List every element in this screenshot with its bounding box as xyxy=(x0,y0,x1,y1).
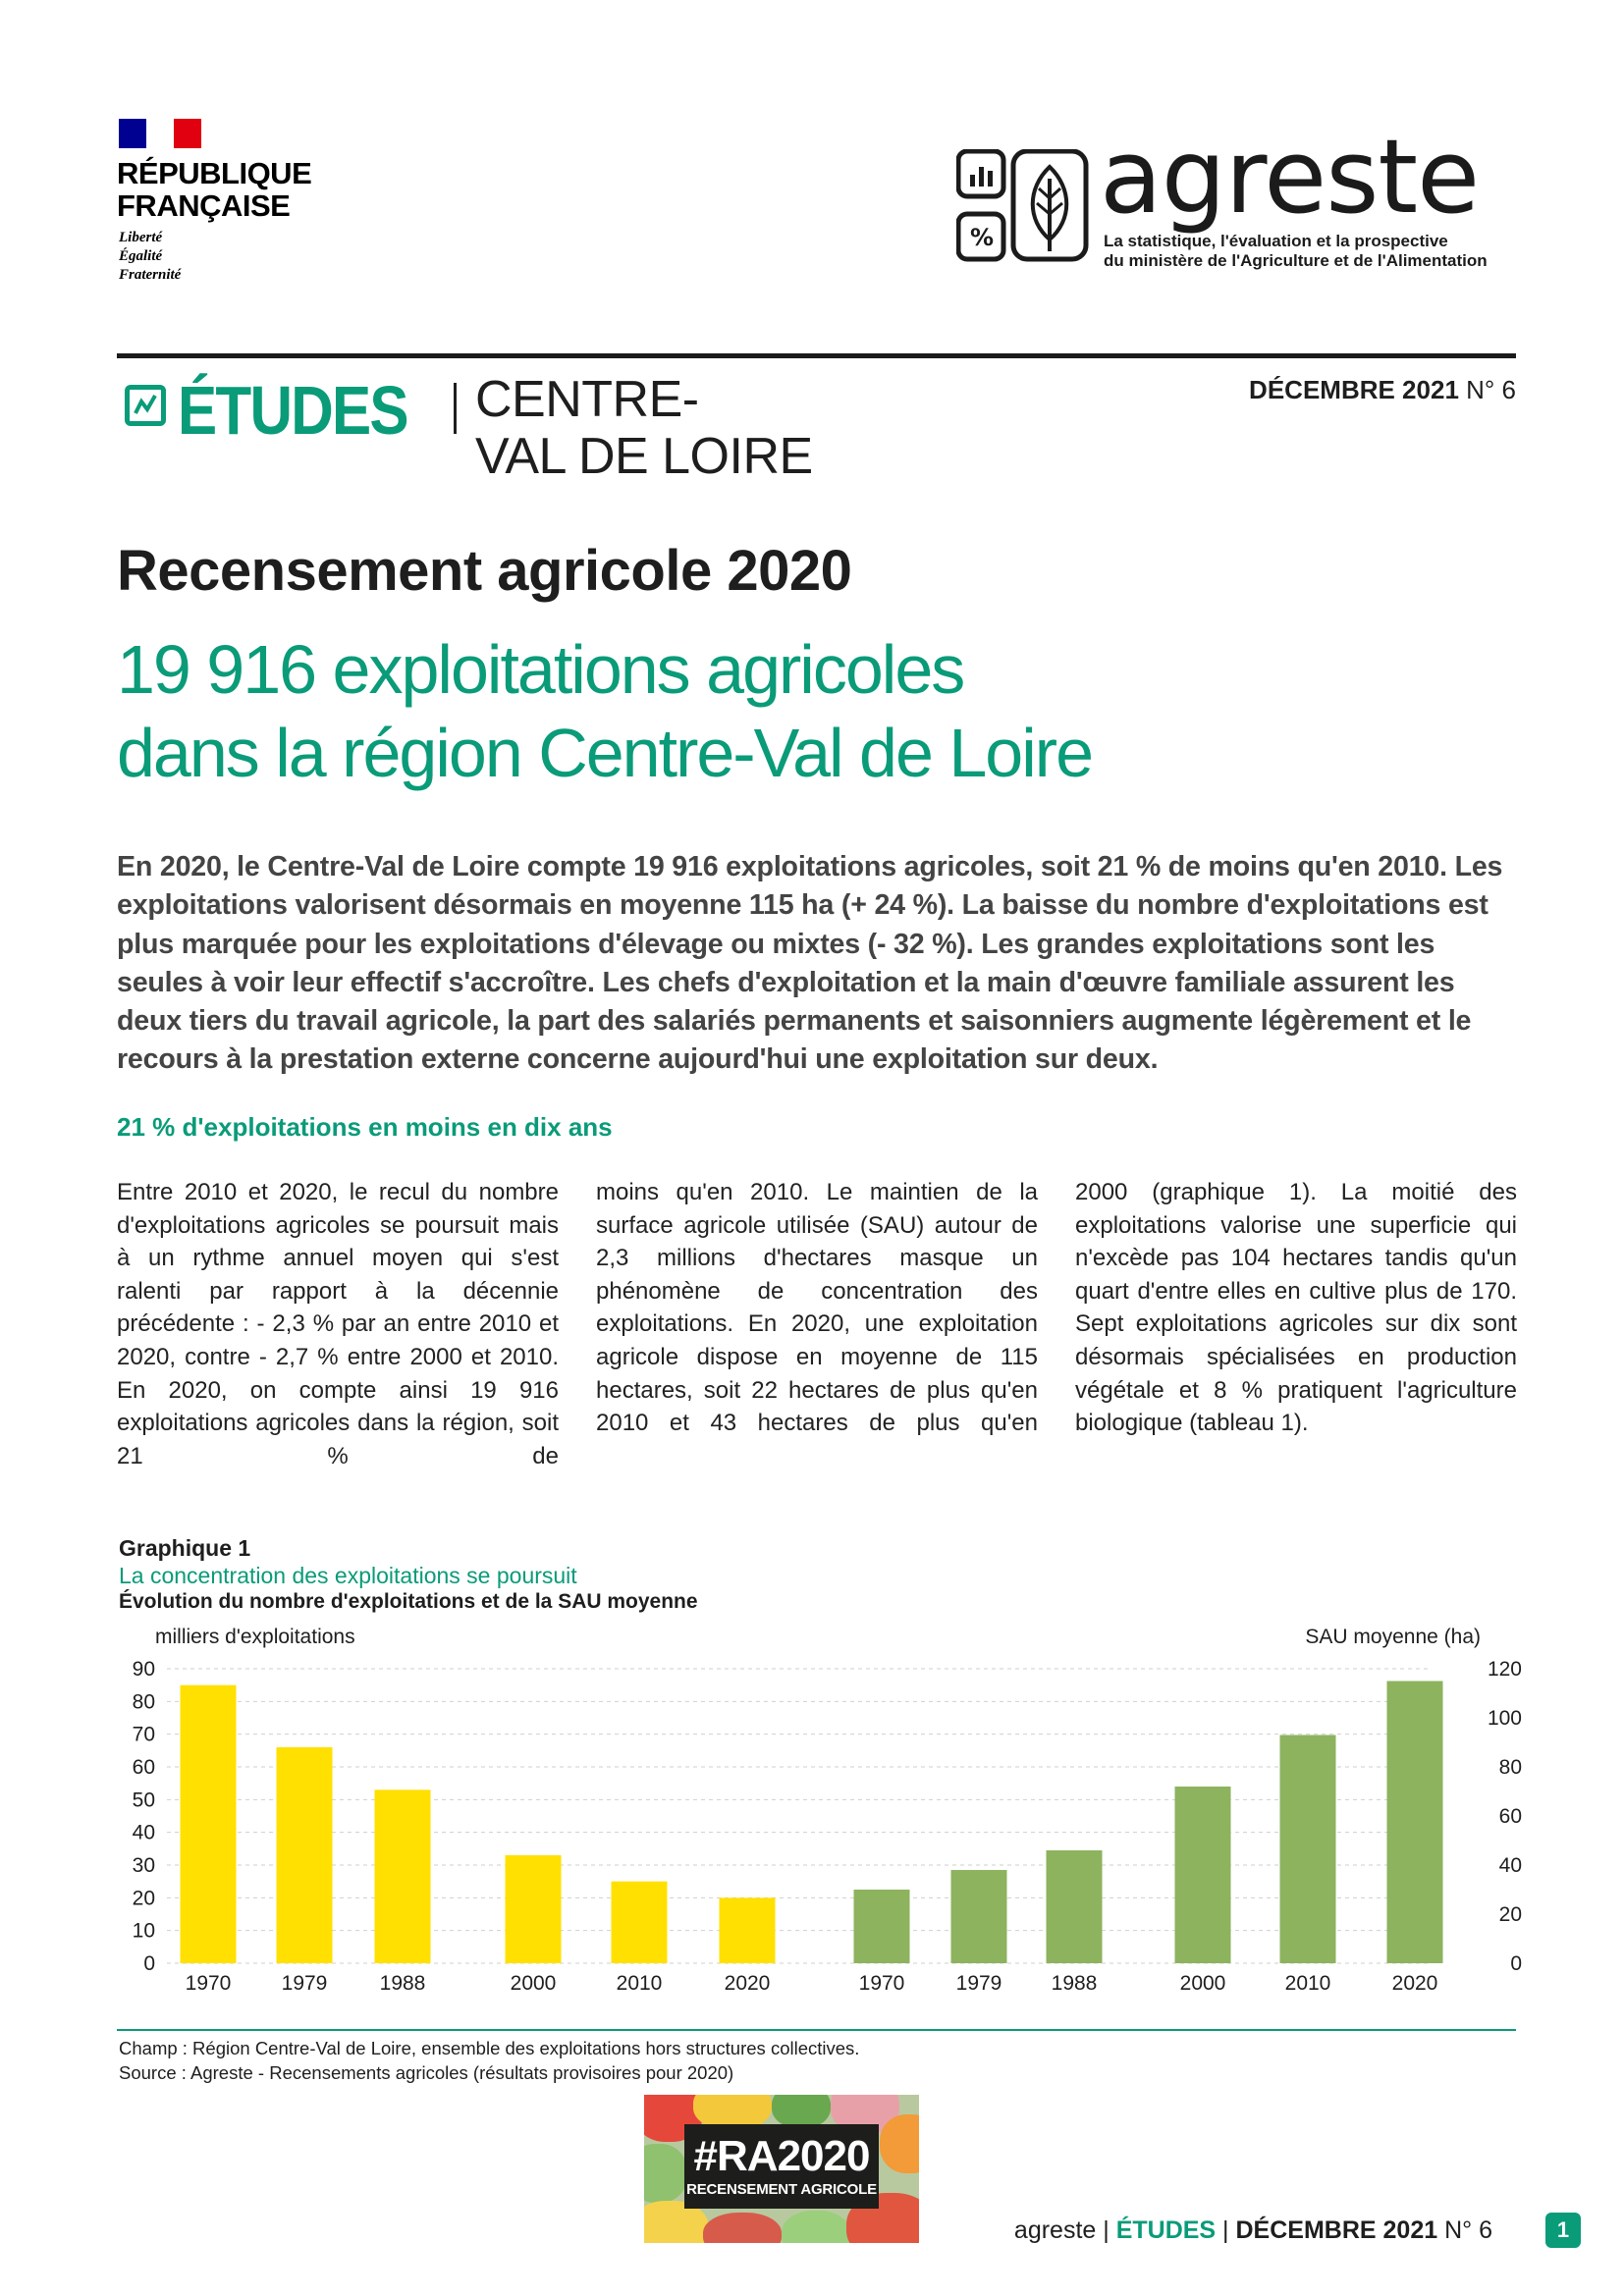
y-tick-label-right: 120 xyxy=(1487,1658,1522,1681)
x-tick-label: 2010 xyxy=(616,1972,663,1993)
ra2020-sub: RECENSEMENT AGRICOLE xyxy=(686,2181,877,2198)
agreste-wordmark: agreste xyxy=(1100,117,1480,237)
bar-exploitations-2000 xyxy=(506,1855,562,1963)
flag-white xyxy=(146,119,174,148)
y-tick-label-left: 60 xyxy=(132,1756,155,1779)
body-column-2: moins qu'en 2010. Le maintien de la surface agricole utilisée (SAU) autour de 2,3 millions d'hectares masque un phénomène de concentration des exploitations. En 2020, une exploitation agricole dispose en moyenne de 115 hectares, soit 22 hectares de plus qu'en 2010 et 43 hectares de plus qu'en xyxy=(596,1179,1038,1437)
y-tick-label-left: 50 xyxy=(132,1789,155,1812)
republique-francaise-flag xyxy=(119,119,201,148)
ra2020-main: #RA2020 xyxy=(693,2132,870,2180)
x-tick-label: 1979 xyxy=(281,1972,328,1993)
bar-exploitations-1970 xyxy=(181,1685,237,1963)
x-tick-label: 1970 xyxy=(185,1972,232,1993)
figure-label: Graphique 1 xyxy=(119,1535,251,1561)
bar-sau-1970 xyxy=(854,1890,910,1963)
republique-motto: Liberté Égalité Fraternité xyxy=(119,230,182,283)
page-kicker: Recensement agricole 2020 xyxy=(117,539,852,603)
y-tick-label-right: 60 xyxy=(1498,1805,1522,1828)
flag-red xyxy=(174,119,201,148)
ra2020-plate xyxy=(684,2124,879,2209)
section-heading: 21 % d'exploitations en moins en dix ans xyxy=(117,1112,613,1142)
body-column-1: Entre 2010 et 2020, le recul du nombre d'exploitations agricoles se poursuit mais à un rythme annuel moyen qui s'est ralenti par rapport à la décennie précédente : - 2,3 % par an entre 2010 et 2020, contre - 2,7 % entre 2000 et 2010. En 2020, on compte ainsi 19 916 exploitations agricoles dans la région, soit 21 % de xyxy=(117,1179,559,1469)
y-tick-label-left: 30 xyxy=(132,1854,155,1877)
x-tick-label: 1988 xyxy=(1051,1972,1098,1993)
x-tick-label: 2020 xyxy=(1391,1972,1438,1993)
y-tick-label-left: 0 xyxy=(143,1952,155,1975)
y-tick-label-right: 0 xyxy=(1510,1952,1522,1975)
figure-rule xyxy=(117,2029,1516,2031)
x-tick-label: 2000 xyxy=(510,1972,557,1993)
y-tick-label-right: 100 xyxy=(1487,1707,1522,1730)
bar-sau-2000 xyxy=(1175,1787,1231,1963)
section-separator xyxy=(454,383,457,434)
y-tick-label-left: 10 xyxy=(132,1919,155,1943)
body-column-3: 2000 (graphique 1). La moitié des exploitations valorise une superficie qui n'excède pas 104 hectares tandis qu'un quart d'entre elles en cultive plus de 170. Sept exploitations agricoles sur dix sont désormais spécialisées en production végétale et 8 % pratiquent l'agriculture biologique (tableau 1). xyxy=(1075,1179,1517,1437)
bar-sau-2020 xyxy=(1387,1682,1443,1964)
y-tick-label-right: 20 xyxy=(1498,1903,1522,1926)
figure-title: La concentration des exploitations se poursuit xyxy=(119,1563,577,1588)
section-label: ÉTUDES xyxy=(178,372,407,449)
bar-exploitations-2020 xyxy=(720,1897,776,1963)
y-tick-label-left: 70 xyxy=(132,1723,155,1746)
figure-subtitle: Évolution du nombre d'exploitations et de la SAU moyenne xyxy=(119,1590,698,1613)
y-axis-title-left: milliers d'exploitations xyxy=(155,1626,355,1648)
republique-francaise-name: RÉPUBLIQUE FRANÇAISE xyxy=(117,156,312,223)
y-tick-label-right: 40 xyxy=(1498,1854,1522,1877)
agreste-tagline: La statistique, l'évaluation et la prospective du ministère de l'Agriculture et de l'Alimentation xyxy=(1104,232,1488,270)
bar-exploitations-1988 xyxy=(375,1789,431,1963)
region-name: CENTRE- VAL DE LOIRE xyxy=(475,371,813,485)
page-number: 1 xyxy=(1545,2213,1581,2248)
figure-notes xyxy=(119,2036,859,2085)
ra2020-badge xyxy=(644,2095,919,2243)
etudes-icon xyxy=(125,385,166,426)
chart xyxy=(108,1620,1522,1993)
bar-exploitations-1979 xyxy=(277,1747,333,1963)
x-tick-label: 2020 xyxy=(724,1972,771,1993)
x-tick-label: 1979 xyxy=(955,1972,1002,1993)
y-tick-label-left: 20 xyxy=(132,1887,155,1910)
bar-exploitations-2010 xyxy=(612,1882,668,1963)
y-tick-label-right: 80 xyxy=(1498,1756,1522,1779)
svg-text:%: % xyxy=(970,224,995,251)
y-tick-label-left: 40 xyxy=(132,1821,155,1844)
y-tick-label-left: 80 xyxy=(132,1690,155,1714)
y-axis-title-right: SAU moyenne (ha) xyxy=(1305,1626,1481,1648)
page-footer: agreste | ÉTUDES | DÉCEMBRE 2021 N° 6 xyxy=(1013,2216,1492,2244)
lead-paragraph: En 2020, le Centre-Val de Loire compte 19 916 exploitations agricoles, soit 21 % de moins qu'en 2010. Les exploitations valorisent désormais en moyenne 115 ha (+ 24 %). La baisse du nombre d'exploitations est plus marquée pour les exploitations d'élevage ou mixtes (- 32 %). Les grandes exploitations sont les seules à voir leur effectif s'accroître. Les chefs d'exploitation et la main d'œuvre familiale assurent les deux tiers du travail agricole, la part des salariés permanents et saisonniers augmente légèrement et le recours à la prestation externe concerne aujourd'hui une exploitation sur deux. xyxy=(117,851,1503,1076)
x-tick-label: 2010 xyxy=(1284,1972,1331,1993)
bar-sau-2010 xyxy=(1280,1735,1336,1964)
flag-blue xyxy=(119,119,146,148)
agreste-logo-icon xyxy=(956,149,1094,269)
figure-note-champ: Champ : Région Centre-Val de Loire, ensemble des exploitations hors structures collectives. xyxy=(119,2038,860,2058)
x-tick-label: 1988 xyxy=(379,1972,426,1993)
figure-note-source: Source : Agreste - Recensements agricoles (résultats provisoires pour 2020) xyxy=(119,2062,734,2083)
page-title: 19 916 exploitations agricoles dans la région Centre-Val de Loire xyxy=(117,631,1093,791)
x-tick-label: 2000 xyxy=(1179,1972,1226,1993)
header-rule xyxy=(117,353,1516,358)
bar-sau-1988 xyxy=(1047,1850,1103,1963)
issue-date: DÉCEMBRE 2021 N° 6 xyxy=(1249,375,1516,404)
x-tick-label: 1970 xyxy=(858,1972,905,1993)
y-tick-label-left: 90 xyxy=(132,1658,155,1681)
bar-sau-1979 xyxy=(951,1870,1007,1963)
